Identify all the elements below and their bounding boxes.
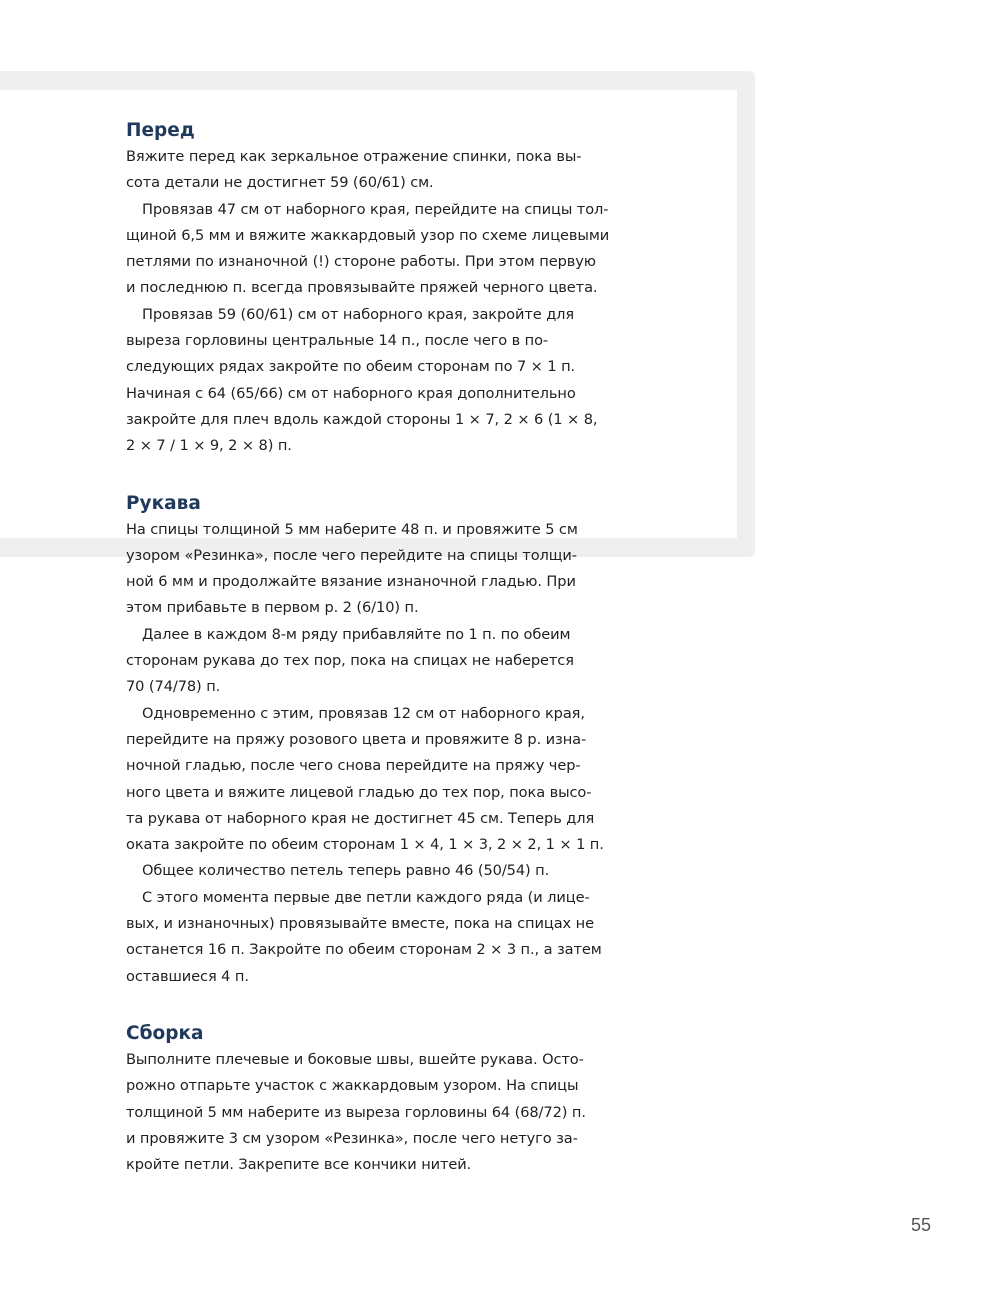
section-title: Рукава <box>126 492 201 514</box>
text-line: этом прибавьте в первом р. 2 (6/10) п. <box>126 599 419 617</box>
text-line: сота детали не достигнет 59 (60/61) см. <box>126 174 434 192</box>
text-line: узором «Резинка», после чего перейдите на спицы толщи- <box>126 546 577 564</box>
text-line: кройте петли. Закрепите все кончики нитей. <box>126 1156 472 1174</box>
text-line: Провязав 47 см от наборного края, перейдите на спицы тол- <box>142 200 609 218</box>
text-line: выреза горловины центральные 14 п., после чего в по- <box>126 332 549 350</box>
text-line: та рукава от наборного края не достигнет 45 см. Теперь для <box>126 809 595 827</box>
page-content <box>126 118 610 1209</box>
section-title: Перед <box>126 120 195 141</box>
text-line: петлями по изнаночной (!) стороне работы. При этом первую <box>126 253 596 271</box>
text-line: оката закройте по обеим сторонам 1 × 4, 1 × 3, 2 × 2, 1 × 1 п. <box>126 836 604 854</box>
text-line: закройте для плеч вдоль каждой стороны 1 × 7, 2 × 6 (1 × 8, <box>126 410 598 428</box>
text-line: ночной гладью, после чего снова перейдите на пряжу чер- <box>126 757 581 775</box>
text-line: сторонам рукава до тех пор, пока на спицах не наберется <box>126 652 574 670</box>
text-line: и последнюю п. всегда провязывайте пряжей черного цвета. <box>126 279 598 297</box>
text-line: вых, и изнаночных) провязывайте вместе, пока на спицах не <box>126 915 594 933</box>
text-line: Одновременно с этим, провязав 12 см от наборного края, <box>142 704 585 722</box>
text-line: рожно отпарьте участок с жаккардовым узором. На спицы <box>126 1077 579 1095</box>
text-line: Далее в каждом 8-м ряду прибавляйте по 1 п. по обеим <box>142 625 571 643</box>
text-line: останется 16 п. Закройте по обеим сторонам 2 × 3 п., а затем <box>126 941 602 959</box>
text-line: На спицы толщиной 5 мм наберите 48 п. и провяжите 5 см <box>126 520 578 538</box>
text-line: оставшиеся 4 п. <box>126 967 249 985</box>
text-line: С этого момента первые две петли каждого ряда (и лице- <box>142 888 590 906</box>
text-line: щиной 6,5 мм и вяжите жаккардовый узор по схеме лицевыми <box>126 226 610 244</box>
section <box>126 491 610 990</box>
section <box>126 118 610 460</box>
text-line: следующих рядах закройте по обеим сторонам по 7 × 1 п. <box>126 358 576 376</box>
section <box>126 1021 610 1178</box>
text-line: и провяжите 3 см узором «Резинка», после чего нетуго за- <box>126 1129 578 1147</box>
text-line: ного цвета и вяжите лицевой гладью до тех пор, пока высо- <box>126 783 592 801</box>
text-line: перейдите на пряжу розового цвета и провяжите 8 р. изна- <box>126 730 587 748</box>
text-line: толщиной 5 мм наберите из выреза горловины 64 (68/72) п. <box>126 1103 586 1121</box>
text-line: 2 × 7 / 1 × 9, 2 × 8) п. <box>126 437 292 455</box>
text-line: Провязав 59 (60/61) см от наборного края, закройте для <box>142 305 575 323</box>
text-line: 70 (74/78) п. <box>126 678 221 696</box>
text-line: Начиная с 64 (65/66) см от наборного края дополнительно <box>126 384 576 402</box>
section-title: Сборка <box>126 1022 204 1044</box>
text-line: ной 6 мм и продолжайте вязание изнаночной гладью. При <box>126 573 576 591</box>
page-number: 55 <box>910 1215 931 1235</box>
text-line: Выполните плечевые и боковые швы, вшейте рукава. Осто- <box>126 1050 584 1068</box>
text-line: Общее количество петель теперь равно 46 (50/54) п. <box>142 862 550 880</box>
text-line: Вяжите перед как зеркальное отражение спинки, пока вы- <box>126 148 582 165</box>
